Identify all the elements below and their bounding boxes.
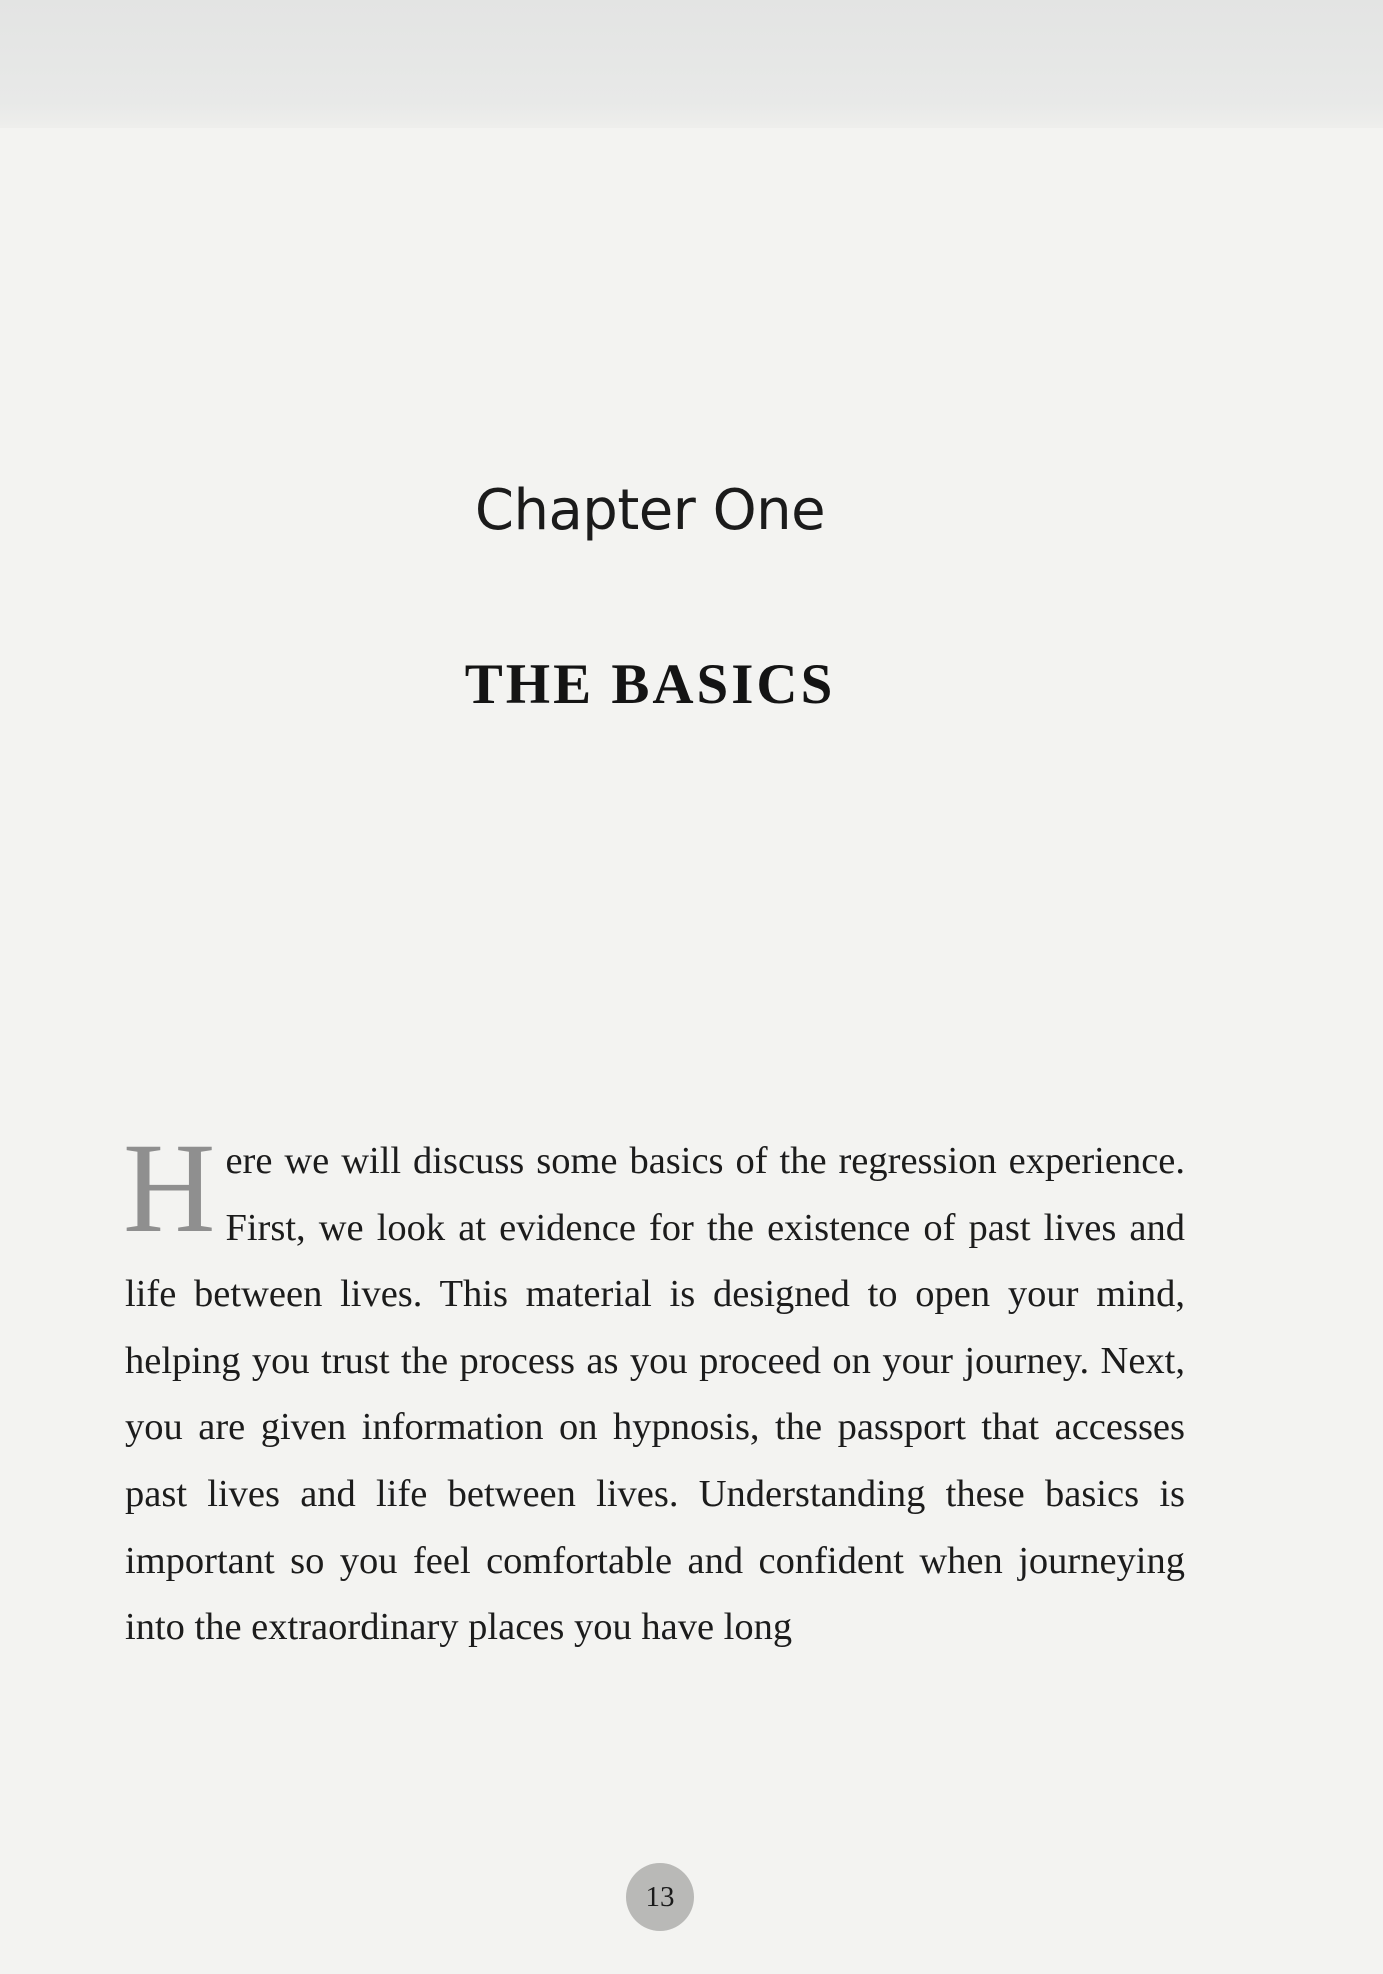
- chapter-label: Chapter One: [474, 478, 826, 543]
- drop-cap: H: [123, 1117, 216, 1259]
- body-text: [123, 1117, 1185, 1661]
- chapter-title: THE BASICS: [464, 653, 836, 716]
- paragraph-text: ere we will discuss some basics of the regression experience. First, we look at evidence for the existence of past lives and life between lives. This material is designed to open your mind, helping you trust the process as you proceed on your journey. Next, you are given information on hypnosis, the passport that accesses past lives and life between lives. Understanding these basics is important so you feel comfortable and confident when journeying into the extraordinary places you have long: [125, 1140, 1185, 1649]
- page-number-badge: [626, 1863, 694, 1931]
- body-paragraph: [123, 1117, 1185, 1661]
- page-number: 13: [645, 1880, 675, 1913]
